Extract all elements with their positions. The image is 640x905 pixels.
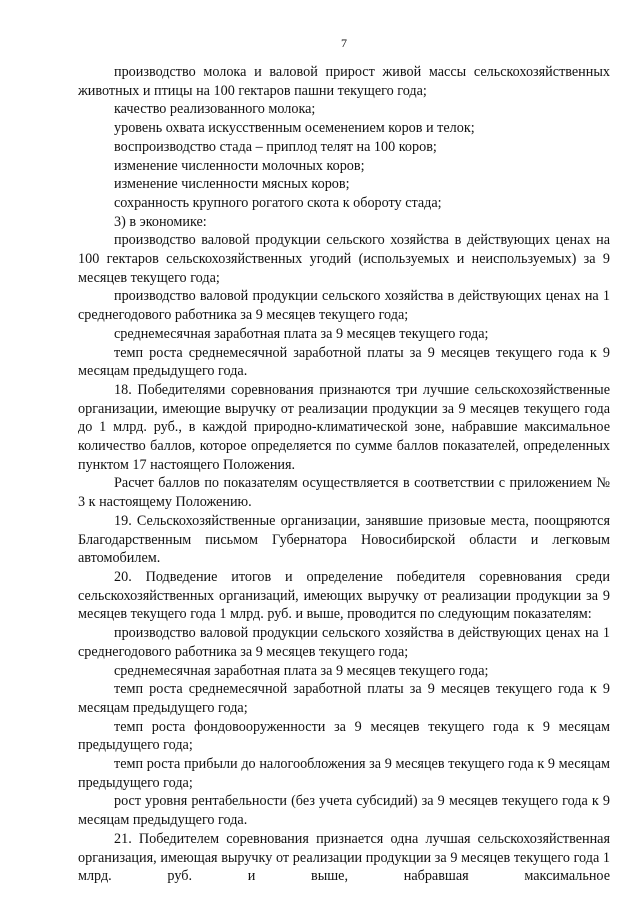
paragraph-clause-20: 20. Подведение итогов и определение победителя соревнования среди сельскохозяйственных организаций, имеющих выручку от реализации продукции за 9 месяцев текущего года 1 млрд. руб. и выше, проводится по следующим показателям:	[78, 568, 610, 623]
paragraph-output-per-worker-2: производство валовой продукции сельского хозяйства в действующих ценах на 1 среднегодового работника за 9 месяцев текущего года;	[78, 625, 610, 660]
paragraph-profit-growth: темп роста прибыли до налогообложения за 9 месяцев текущего года к 9 месяцам предыдущего года;	[78, 756, 610, 791]
paragraph-average-wage: среднемесячная заработная плата за 9 месяцев текущего года;	[114, 325, 489, 342]
paragraph-economy-heading: 3) в экономике:	[114, 213, 207, 230]
paragraph-capital-ratio-growth: темп роста фондовооруженности за 9 месяцев текущего года к 9 месяцам предыдущего года;	[78, 718, 610, 754]
paragraph-wage-growth-2: темп роста среднемесячной заработной платы за 9 месяцев текущего года к 9 месяцам предыдущего года;	[78, 681, 610, 716]
paragraph-beef-cows: изменение численности мясных коров;	[114, 176, 350, 193]
paragraph-gross-output-per-worker: производство валовой продукции сельского хозяйства в действующих ценах на 1 среднегодового работника за 9 месяцев текущего года;	[78, 288, 610, 324]
paragraph-points-calculation: Расчет баллов по показателям осуществляется в соответствии с приложением № 3 к настоящему Положению.	[78, 475, 610, 511]
page-number: 7	[341, 36, 347, 50]
paragraph-cattle-survival: сохранность крупного рогатого скота к обороту стада;	[114, 194, 442, 211]
paragraph-clause-21: 21. Победителем соревнования признается одна лучшая сельскохозяйственная организация, имеющая выручку от реализации продукции за 9 месяцев текущего года 1 млрд. руб. и выше, набравшая максимальное	[78, 830, 610, 885]
paragraph-herd-reproduction: воспроизводство стада – приплод телят на 100 коров;	[114, 138, 437, 155]
paragraph-insemination: уровень охвата искусственным осеменением коров и телок;	[114, 120, 475, 137]
paragraph-wage-growth: темп роста среднемесячной заработной платы за 9 месяцев текущего года к 9 месяцам предыдущего года.	[78, 344, 610, 380]
paragraph-milk-quality: качество реализованного молока;	[114, 101, 316, 118]
paragraph-dairy-cows: изменение численности молочных коров;	[114, 157, 365, 174]
paragraph-clause-18: 18. Победителями соревнования признаются три лучшие сельскохозяйственные организации, имеющие выручку от реализации продукции за 9 месяцев текущего года до 1 млрд. руб., в каждой природно-климатической зоне, набравшие максимальное количество баллов, которое определяется по сумме баллов показателей, определенных пунктом 17 настоящего Положения.	[78, 381, 610, 473]
paragraph-profitability-growth: рост уровня рентабельности (без учета субсидий) за 9 месяцев текущего года к 9 месяцам предыдущего года.	[78, 793, 610, 829]
paragraph-average-wage-2: среднемесячная заработная плата за 9 месяцев текущего года;	[114, 662, 489, 679]
document-page	[78, 36, 610, 886]
paragraph-milk-production: производство молока и валовой прирост живой массы сельскохозяйственных животных и птицы на 100 гектаров пашни текущего года;	[78, 64, 610, 99]
paragraph-clause-19: 19. Сельскохозяйственные организации, занявшие призовые места, поощряются Благодарственным письмом Губернатора Новосибирской области и легковым автомобилем.	[78, 512, 610, 567]
paragraph-gross-output-per-hectare: производство валовой продукции сельского хозяйства в действующих ценах на 100 гектаров сельскохозяйственных угодий (используемых и неиспользуемых) за 9 месяцев текущего года;	[78, 232, 610, 286]
